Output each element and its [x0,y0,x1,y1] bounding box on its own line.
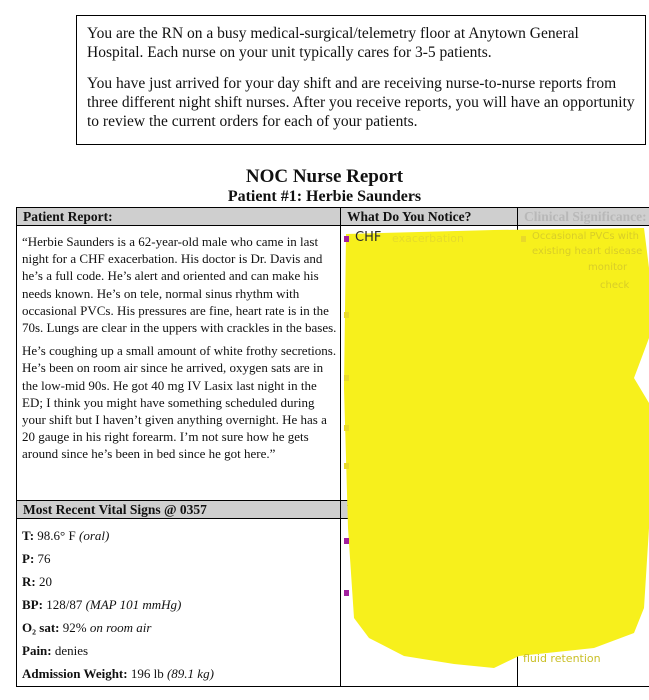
handwritten-notice-1-faded: exacerbation [392,232,464,245]
bullet-faded-3 [344,425,349,431]
intro-paragraph-1: You are the RN on a busy medical-surgical/telemetry floor at Anytown General Hospital. Each nurse on your unit typically cares for 3-5 patients. [87,25,579,61]
bullet-faded-4 [344,463,349,469]
bullet-faded-2 [344,375,349,381]
handwritten-significance-1: Occasional PVCs with [532,231,639,242]
intro-paragraph-2: You have just arrived for your day shift and are receiving nurse-to-nurse reports from three different night shift nurses. After you receive reports, you will have an opportunity to review the current orders for each of your patients. [87,75,635,130]
handwritten-notice-1: CHF [355,230,382,245]
what-do-you-notice-header: What Do You Notice? [341,208,517,225]
vital-oxygen-saturation: O₂ sat: 92% on room air [22,620,152,635]
handwritten-significance-bottom: fluid retention [523,652,601,665]
vitals-list [22,524,332,685]
table-border-top [16,207,649,208]
bullet-faded-1 [344,312,349,318]
highlight-fill [344,228,649,668]
bullet-vitals-1 [344,538,349,544]
bullet-vitals-2 [344,590,349,596]
report-subtitle: Patient #1: Herbie Saunders [227,188,422,205]
bullet-significance-1 [521,236,526,242]
handwritten-significance-2: existing heart disease [532,246,643,257]
vital-pain: Pain: denies [22,643,89,658]
vital-respirations: R: 20 [22,574,52,589]
vital-blood-pressure: BP: 128/87 (MAP 101 mmHg) [22,597,182,612]
clinical-significance-header: Clinical Significance: [518,208,649,225]
handwritten-significance-3: monitor [588,262,628,273]
vital-pulse: P: 76 [22,551,51,566]
table-border-bottom [16,686,649,687]
vital-temperature: T: 98.6° F (oral) [22,528,110,543]
yellow-highlight-mark [344,228,649,670]
vital-admission-weight: Admission Weight: 196 lb (89.1 kg) [22,666,214,681]
patient-report-paragraph-1: “Herbie Saunders is a 62-year-old male who came in last night for a CHF exacerbation. His doctor is Dr. Davis and he’s a full code. He’s alert and oriented and can make his needs known. He’s on tele, normal sinus rhythm with occasional PVCs. His pressures are fine, heart rate is in the 70s. Lungs are clear in the uppers with crackles in the bases. [22,234,337,336]
table-border-left [16,207,17,687]
patient-report-header: Patient Report: [17,208,340,225]
handwritten-significance-4: check [600,280,630,291]
vitals-header: Most Recent Vital Signs @ 0357 [17,501,340,518]
bullet-notice-1 [344,236,349,242]
report-title: NOC Nurse Report [245,166,404,187]
table-header-bottom [16,225,649,226]
table-divider-col-1 [340,207,341,687]
intro-box [76,15,646,145]
patient-report-body [22,233,338,469]
patient-report-paragraph-2: He’s coughing up a small amount of white frothy secretions. He’s been on room air since he arrived, oxygen sats are in the low-mid 90s. He got 40 mg IV Lasix last night in the ED; I think you might have something scheduled during your shift but I haven’t given anything overnight. He has a 20 gauge in his right forearm. I’m not sure how he gets around since he’s been in bed since he got here.” [22,343,337,462]
